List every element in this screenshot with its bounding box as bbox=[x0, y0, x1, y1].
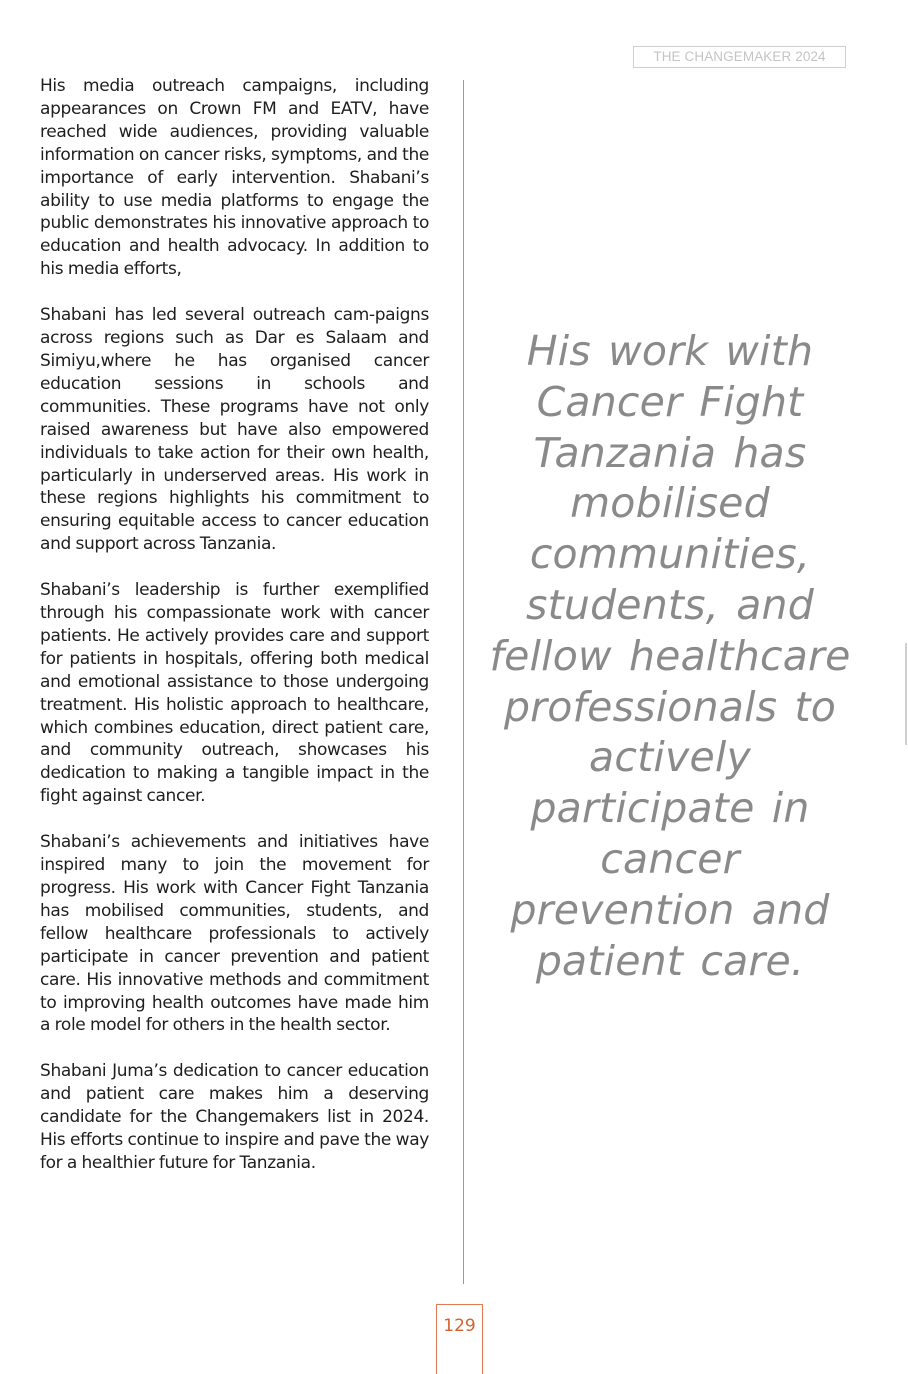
article-body bbox=[40, 75, 429, 1198]
article-paragraph-5: Shabani Juma’s dedication to cancer education and patient care makes him a deserving candidate for the Changemakers list in 2024. His efforts continue to inspire and pave the way for a healthier future for Tanzania. bbox=[40, 1061, 429, 1173]
pull-quote: His work with Cancer Fight Tanzania has mobilised communities, students, and fellow healthcare professionals to actively participate in cancer prevention and patient care. bbox=[489, 327, 851, 985]
article-paragraph-1: His media outreach campaigns, including appearances on Crown FM and EATV, have reached wide audiences, providing valuable information on cancer risks, symptoms, and the importance of early intervention. Shabani’s ability to use media platforms to engage the public demonstrates his innovative approach to education and health advocacy. In addition to his media efforts, bbox=[40, 76, 429, 280]
page-edge-mark bbox=[905, 643, 907, 745]
article-paragraph-3: Shabani’s leadership is further exemplified through his compassionate work with cancer patients. He actively provides care and support for patients in hospitals, offering both medical and emotional assistance to those undergoing treatment. His holistic approach to healthcare, which combines education, direct patient care, and community outreach, showcases his dedication to making a tangible impact in the fight against cancer. bbox=[40, 580, 429, 807]
page-number: 129 bbox=[443, 1316, 476, 1336]
article-paragraph-4: Shabani’s achievements and initiatives have inspired many to join the movement for progress. His work with Cancer Fight Tanzania has mobilised communities, students, and fellow healthcare professionals to actively participate in cancer prevention and patient care. His innovative methods and commitment to improving health outcomes have made him a role model for others in the health sector. bbox=[40, 832, 429, 1036]
page-number-box bbox=[436, 1304, 483, 1374]
column-divider bbox=[463, 80, 464, 1284]
article-paragraph-2: Shabani has led several outreach cam-paigns across regions such as Dar es Salaam and Simiyu,where he has organised cancer education sessions in schools and communities. These programs have not only raised awareness but have also empowered individuals to take action for their own health, particularly in underserved areas. His work in these regions highlights his commitment to ensuring equitable access to cancer education and support across Tanzania. bbox=[40, 305, 429, 555]
header-tag: THE CHANGEMAKER 2024 bbox=[633, 46, 846, 68]
